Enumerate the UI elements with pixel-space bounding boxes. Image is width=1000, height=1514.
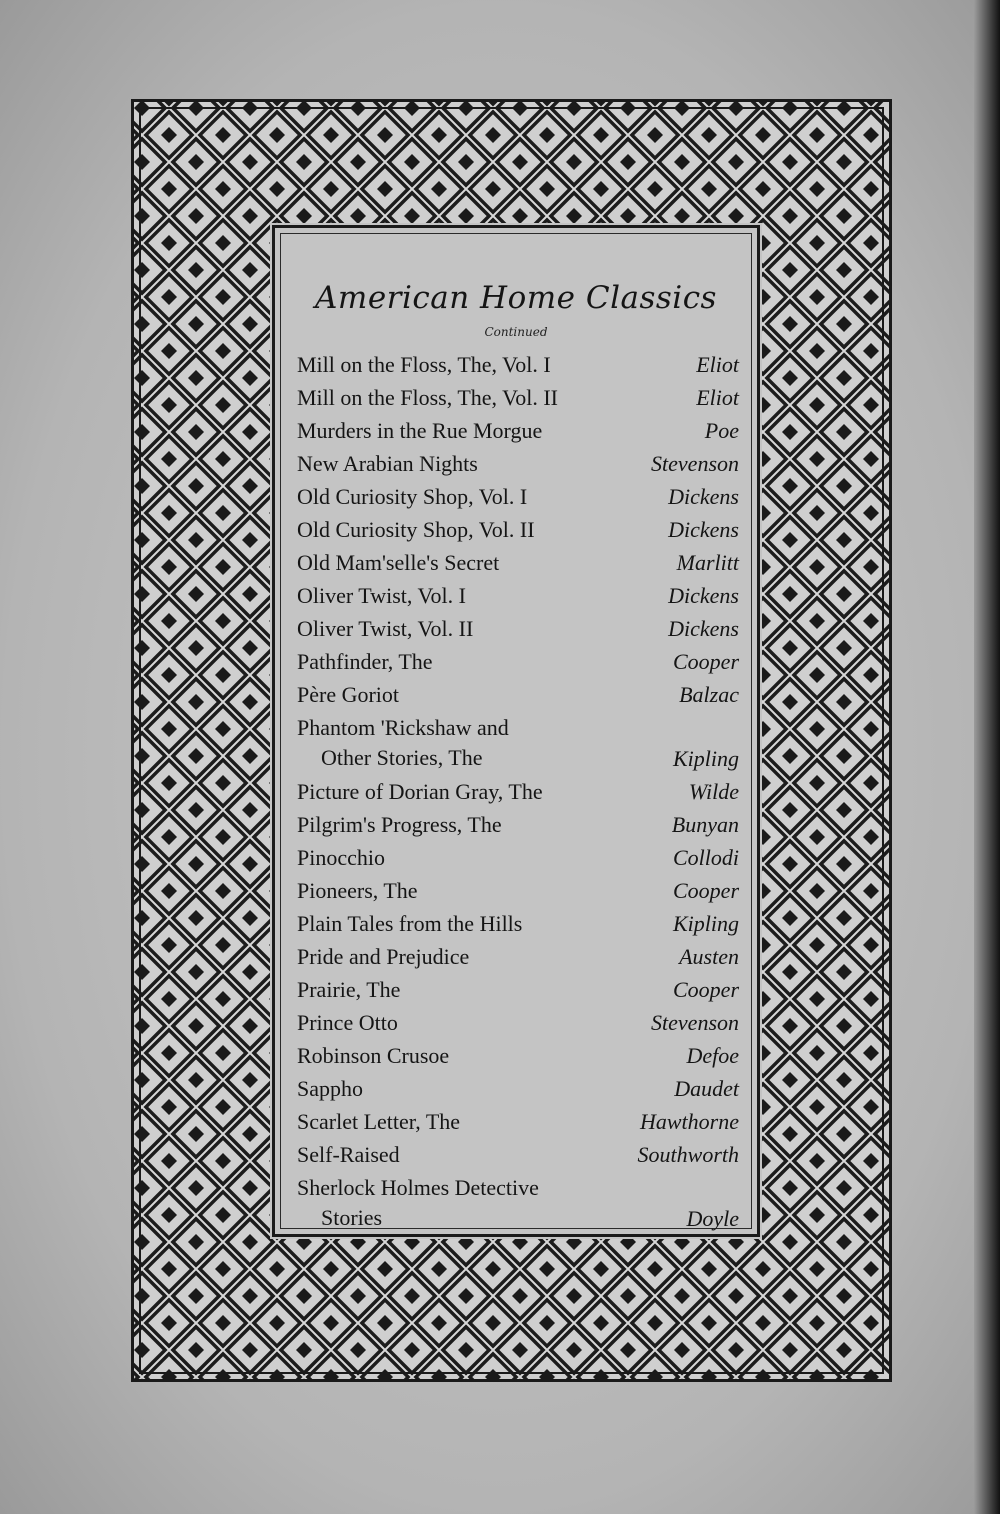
list-item: [297, 1171, 739, 1235]
book-author: Stevenson: [651, 1010, 739, 1035]
book-title-line1: Phantom 'Rickshaw and: [297, 715, 509, 740]
book-author: Cooper: [673, 878, 739, 903]
book-title: Murders in the Rue Morgue: [297, 418, 543, 443]
list-item: [297, 874, 739, 907]
list-item: [297, 414, 739, 447]
book-author: Eliot: [696, 352, 739, 377]
book-title: Old Curiosity Shop, Vol. II: [297, 517, 535, 542]
book-author: Dickens: [668, 616, 739, 641]
list-item: [297, 513, 739, 546]
book-spine-shadow: [974, 0, 1000, 1514]
list-item: [297, 808, 739, 841]
book-author: Stevenson: [651, 451, 739, 476]
series-subtitle: Continued: [484, 325, 548, 339]
book-title-line2: Other Stories, The: [321, 745, 483, 770]
book-author: Dickens: [668, 517, 739, 542]
book-author: Doyle: [686, 1206, 739, 1231]
book-title: Pride and Prejudice: [297, 944, 470, 969]
book-author: Southworth: [637, 1142, 739, 1167]
list-item: [297, 1072, 739, 1105]
book-author: Bunyan: [671, 812, 739, 837]
catalog-panel: [272, 225, 760, 1237]
list-item: [297, 711, 739, 775]
list-item: [297, 612, 739, 645]
book-author: Cooper: [673, 649, 739, 674]
book-title: Oliver Twist, Vol. II: [297, 616, 474, 641]
list-item: [297, 973, 739, 1006]
book-author: Wilde: [688, 779, 739, 804]
book-title: Prince Otto: [297, 1010, 398, 1035]
book-author: Marlitt: [676, 550, 739, 575]
book-title: Sappho: [297, 1076, 363, 1101]
book-author: Defoe: [686, 1043, 739, 1068]
book-author: Daudet: [674, 1076, 739, 1101]
list-item: [297, 907, 739, 940]
book-title: Plain Tales from the Hills: [297, 911, 523, 936]
list-item: [297, 546, 739, 579]
list-item: [297, 1138, 739, 1171]
list-item: [297, 447, 739, 480]
list-item: [297, 579, 739, 612]
book-title: Pioneers, The: [297, 878, 418, 903]
list-item: [297, 480, 739, 513]
book-title: Robinson Crusoe: [297, 1043, 450, 1068]
book-title: Old Curiosity Shop, Vol. I: [297, 484, 528, 509]
list-item: [297, 381, 739, 414]
book-author: Kipling: [672, 911, 739, 936]
list-item: [297, 645, 739, 678]
list-item: [297, 348, 739, 381]
list-item: [297, 1105, 739, 1138]
book-author: Cooper: [673, 977, 739, 1002]
book-title: Père Goriot: [297, 682, 400, 707]
book-author: Eliot: [696, 385, 739, 410]
book-author: Balzac: [679, 682, 739, 707]
book-list: [297, 348, 739, 1235]
book-title: Scarlet Letter, The: [297, 1109, 461, 1134]
book-author: Austen: [679, 944, 739, 969]
book-title: Prairie, The: [297, 977, 401, 1002]
book-author: Poe: [704, 418, 739, 443]
book-title-line2: Stories: [321, 1205, 383, 1230]
book-title: New Arabian Nights: [297, 451, 478, 476]
book-title-line1: Sherlock Holmes Detective: [297, 1175, 539, 1200]
list-item: [297, 775, 739, 808]
book-author: Dickens: [668, 484, 739, 509]
book-title: Mill on the Floss, The, Vol. II: [297, 385, 558, 410]
book-title: Self-Raised: [297, 1142, 400, 1167]
series-title: American Home Classics: [315, 280, 717, 316]
book-title: Oliver Twist, Vol. I: [297, 583, 466, 608]
book-author: Hawthorne: [640, 1109, 739, 1134]
list-item: [297, 1006, 739, 1039]
book-author: Kipling: [672, 746, 739, 771]
list-item: [297, 678, 739, 711]
list-item: [297, 841, 739, 874]
book-author: Dickens: [668, 583, 739, 608]
book-title: Pinocchio: [297, 845, 385, 870]
book-title: Old Mam'selle's Secret: [297, 550, 500, 575]
book-title: Picture of Dorian Gray, The: [297, 779, 543, 804]
book-title: Mill on the Floss, The, Vol. I: [297, 352, 551, 377]
list-item: [297, 1039, 739, 1072]
book-title: Pathfinder, The: [297, 649, 433, 674]
book-title: Pilgrim's Progress, The: [297, 812, 502, 837]
list-item: [297, 940, 739, 973]
book-author: Collodi: [672, 845, 739, 870]
